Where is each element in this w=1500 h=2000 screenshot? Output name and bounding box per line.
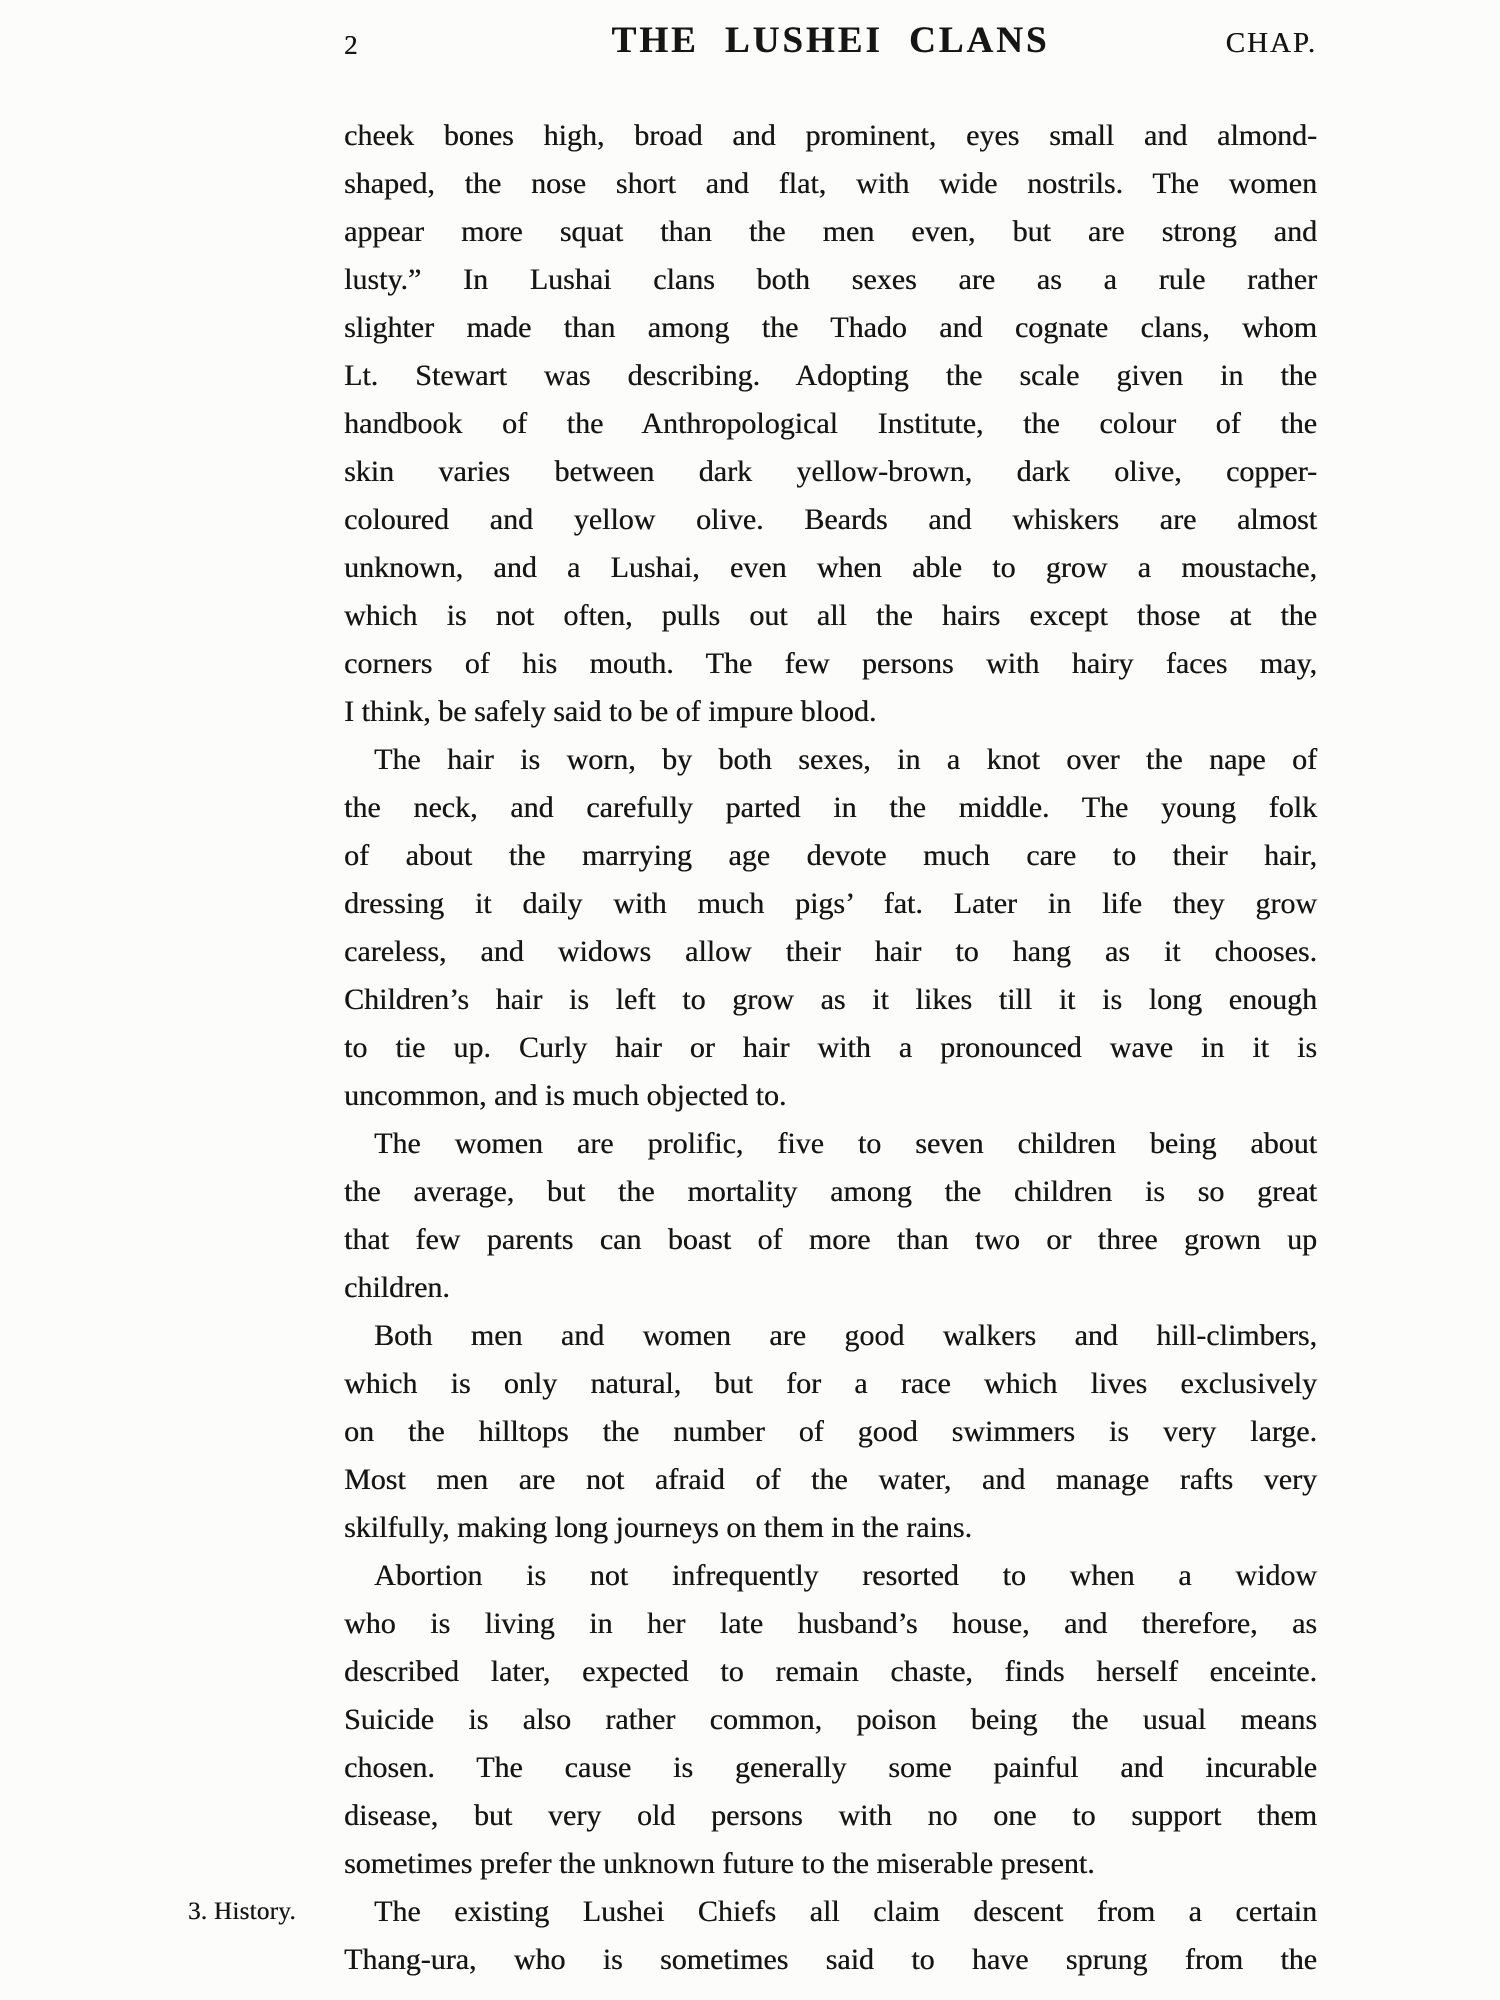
- text-line: The hair is worn, by both sexes, in a knot over the nape of: [374, 743, 1317, 776]
- text-line: skin varies between dark yellow-brown, dark olive, copper-: [344, 455, 1317, 488]
- chapter-label: CHAP.: [1225, 27, 1317, 59]
- text-line: The women are prolific, five to seven children being about: [374, 1127, 1317, 1160]
- text-line: that few parents can boast of more than two or three grown up: [344, 1223, 1317, 1256]
- text-line: unknown, and a Lushai, even when able to grow a moustache,: [344, 551, 1317, 584]
- text-line: handbook of the Anthropological Institute, the colour of the: [344, 407, 1317, 440]
- text-line: Both men and women are good walkers and hill-climbers,: [374, 1319, 1317, 1352]
- margin-note-history: 3. History.: [188, 1898, 296, 1925]
- text-line: children.: [344, 1271, 450, 1304]
- text-line: on the hilltops the number of good swimmers is very large.: [344, 1415, 1317, 1448]
- text-line: cheek bones high, broad and prominent, eyes small and almond-: [344, 119, 1317, 152]
- text-line: I think, be safely said to be of impure blood.: [344, 695, 877, 728]
- text-line: careless, and widows allow their hair to hang as it chooses.: [344, 935, 1317, 968]
- text-line: disease, but very old persons with no one to support them: [344, 1799, 1317, 1832]
- text-line: coloured and yellow olive. Beards and whiskers are almost: [344, 503, 1317, 536]
- text-line: Suicide is also rather common, poison being the usual means: [344, 1703, 1317, 1736]
- text-line: Lt. Stewart was describing. Adopting the scale given in the: [344, 359, 1317, 392]
- text-line: described later, expected to remain chaste, finds herself enceinte.: [344, 1655, 1317, 1688]
- text-line: Most men are not afraid of the water, and manage rafts very: [344, 1463, 1317, 1496]
- page-number: 2: [344, 30, 358, 60]
- running-title: THE LUSHEI CLANS: [611, 20, 1050, 61]
- text-line: slighter made than among the Thado and cognate clans, whom: [344, 311, 1317, 344]
- page-header: [0, 0, 1500, 70]
- text-line: Abortion is not infrequently resorted to when a widow: [374, 1559, 1317, 1592]
- text-line: which is only natural, but for a race which lives exclusively: [344, 1367, 1317, 1400]
- text-line: shaped, the nose short and flat, with wide nostrils. The women: [344, 167, 1317, 200]
- text-line: Thang-ura, who is sometimes said to have sprung from the: [344, 1943, 1317, 1976]
- text-line: which is not often, pulls out all the hairs except those at the: [344, 599, 1317, 632]
- text-line: of about the marrying age devote much care to their hair,: [344, 839, 1317, 872]
- text-line: corners of his mouth. The few persons with hairy faces may,: [344, 647, 1317, 680]
- text-line: appear more squat than the men even, but are strong and: [344, 215, 1317, 248]
- text-line: lusty.” In Lushai clans both sexes are as a rule rather: [344, 263, 1317, 296]
- text-line: uncommon, and is much objected to.: [344, 1079, 787, 1112]
- text-line: chosen. The cause is generally some painful and incurable: [344, 1751, 1317, 1784]
- text-line: dressing it daily with much pigs’ fat. Later in life they grow: [344, 887, 1317, 920]
- text-line: skilfully, making long journeys on them in the rains.: [344, 1511, 972, 1544]
- text-line: sometimes prefer the unknown future to the miserable present.: [344, 1847, 1095, 1880]
- text-line: the neck, and carefully parted in the middle. The young folk: [344, 791, 1317, 824]
- text-line: Children’s hair is left to grow as it likes till it is long enough: [344, 983, 1317, 1016]
- text-line: who is living in her late husband’s house, and therefore, as: [344, 1607, 1317, 1640]
- text-line: to tie up. Curly hair or hair with a pronounced wave in it is: [344, 1031, 1317, 1064]
- body-text: [344, 112, 1317, 1984]
- text-line: the average, but the mortality among the children is so great: [344, 1175, 1317, 1208]
- text-line: The existing Lushei Chiefs all claim descent from a certain: [374, 1895, 1317, 1928]
